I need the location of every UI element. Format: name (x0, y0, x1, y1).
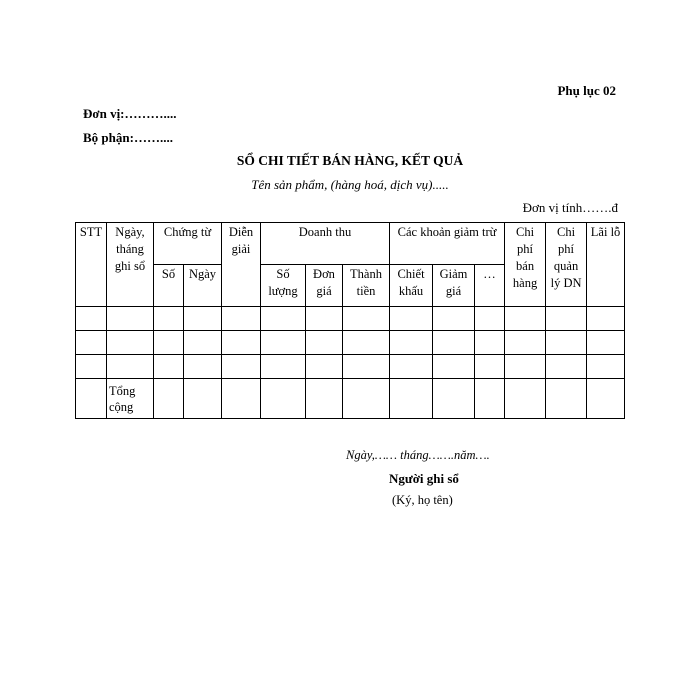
header-voucher-number: Số (154, 265, 184, 307)
header-selling-cost: Chi phí bán hàng (505, 223, 546, 307)
table-cell (154, 307, 184, 331)
table-cell (306, 355, 343, 379)
table-cell (76, 355, 107, 379)
header-revenue: Doanh thu (261, 223, 390, 265)
table-cell (222, 379, 261, 419)
table-cell (390, 307, 433, 331)
table-cell (505, 331, 546, 355)
table-cell (390, 331, 433, 355)
table-cell (546, 307, 587, 331)
table-cell (475, 379, 505, 419)
header-discount: Chiết khấu (390, 265, 433, 307)
table-cell (343, 307, 390, 331)
table-cell (222, 355, 261, 379)
table-cell (184, 331, 222, 355)
header-record-date: Ngày, tháng ghi sổ (107, 223, 154, 307)
table-cell (107, 307, 154, 331)
table-cell (222, 307, 261, 331)
table-cell (184, 307, 222, 331)
total-label: Tổng cộng (107, 379, 154, 419)
total-row (76, 379, 625, 419)
table-cell (261, 379, 306, 419)
table-cell (587, 379, 625, 419)
table-cell (261, 331, 306, 355)
header-unit-price: Đơn giá (306, 265, 343, 307)
header-profit-loss: Lãi lỗ (587, 223, 625, 307)
header-quantity: Số lượng (261, 265, 306, 307)
table-cell (76, 331, 107, 355)
table-cell (505, 379, 546, 419)
header-voucher: Chứng từ (154, 223, 222, 265)
table-cell (76, 307, 107, 331)
header-other-deductions: … (475, 265, 505, 307)
table-cell (587, 355, 625, 379)
table-cell (433, 307, 475, 331)
header-deductions: Các khoản giảm trừ (390, 223, 505, 265)
table-cell (546, 379, 587, 419)
table-cell (306, 331, 343, 355)
table-cell (154, 355, 184, 379)
ledger-body (76, 307, 625, 419)
table-cell (546, 331, 587, 355)
table-row (76, 307, 625, 331)
table-cell (107, 355, 154, 379)
table-cell (184, 355, 222, 379)
table-cell (222, 331, 261, 355)
table-row (76, 355, 625, 379)
signature-note: (Ký, họ tên) (392, 493, 453, 507)
table-cell (154, 379, 184, 419)
appendix-label: Phụ lục 02 (557, 83, 616, 98)
table-cell (390, 355, 433, 379)
table-cell (261, 355, 306, 379)
table-cell (587, 331, 625, 355)
signer-title: Người ghi sổ (389, 471, 459, 486)
signature-date: Ngày,…… tháng…….năm…. (346, 448, 490, 462)
table-cell (107, 331, 154, 355)
table-cell (475, 331, 505, 355)
table-cell (184, 379, 222, 419)
header-stt: STT (76, 223, 107, 307)
table-cell (505, 355, 546, 379)
table-cell (343, 331, 390, 355)
table-cell (546, 355, 587, 379)
unit-field: Đơn vị:……….... (83, 106, 177, 121)
header-amount: Thành tiền (343, 265, 390, 307)
header-voucher-date: Ngày (184, 265, 222, 307)
table-cell (390, 379, 433, 419)
table-cell (505, 307, 546, 331)
table-cell (306, 379, 343, 419)
document-subtitle: Tên sản phẩm, (hàng hoá, dịch vụ)..... (251, 177, 449, 192)
table-cell (306, 307, 343, 331)
table-cell (154, 331, 184, 355)
table-cell (343, 355, 390, 379)
table-cell (433, 355, 475, 379)
table-cell (261, 307, 306, 331)
header-price-reduction: Giảm giá (433, 265, 475, 307)
table-cell (76, 379, 107, 419)
table-row (76, 331, 625, 355)
document-title: SỔ CHI TIẾT BÁN HÀNG, KẾT QUẢ (236, 153, 464, 168)
table-cell (433, 379, 475, 419)
sales-ledger-table (75, 222, 625, 419)
department-field: Bộ phận:…….... (83, 130, 173, 145)
header-description: Diễn giải (222, 223, 261, 307)
header-admin-cost: Chi phí quản lý DN (546, 223, 587, 307)
table-cell (475, 355, 505, 379)
table-cell (475, 307, 505, 331)
table-cell (587, 307, 625, 331)
table-cell (343, 379, 390, 419)
currency-unit: Đơn vị tính…….đ (522, 200, 618, 215)
table-cell (433, 331, 475, 355)
